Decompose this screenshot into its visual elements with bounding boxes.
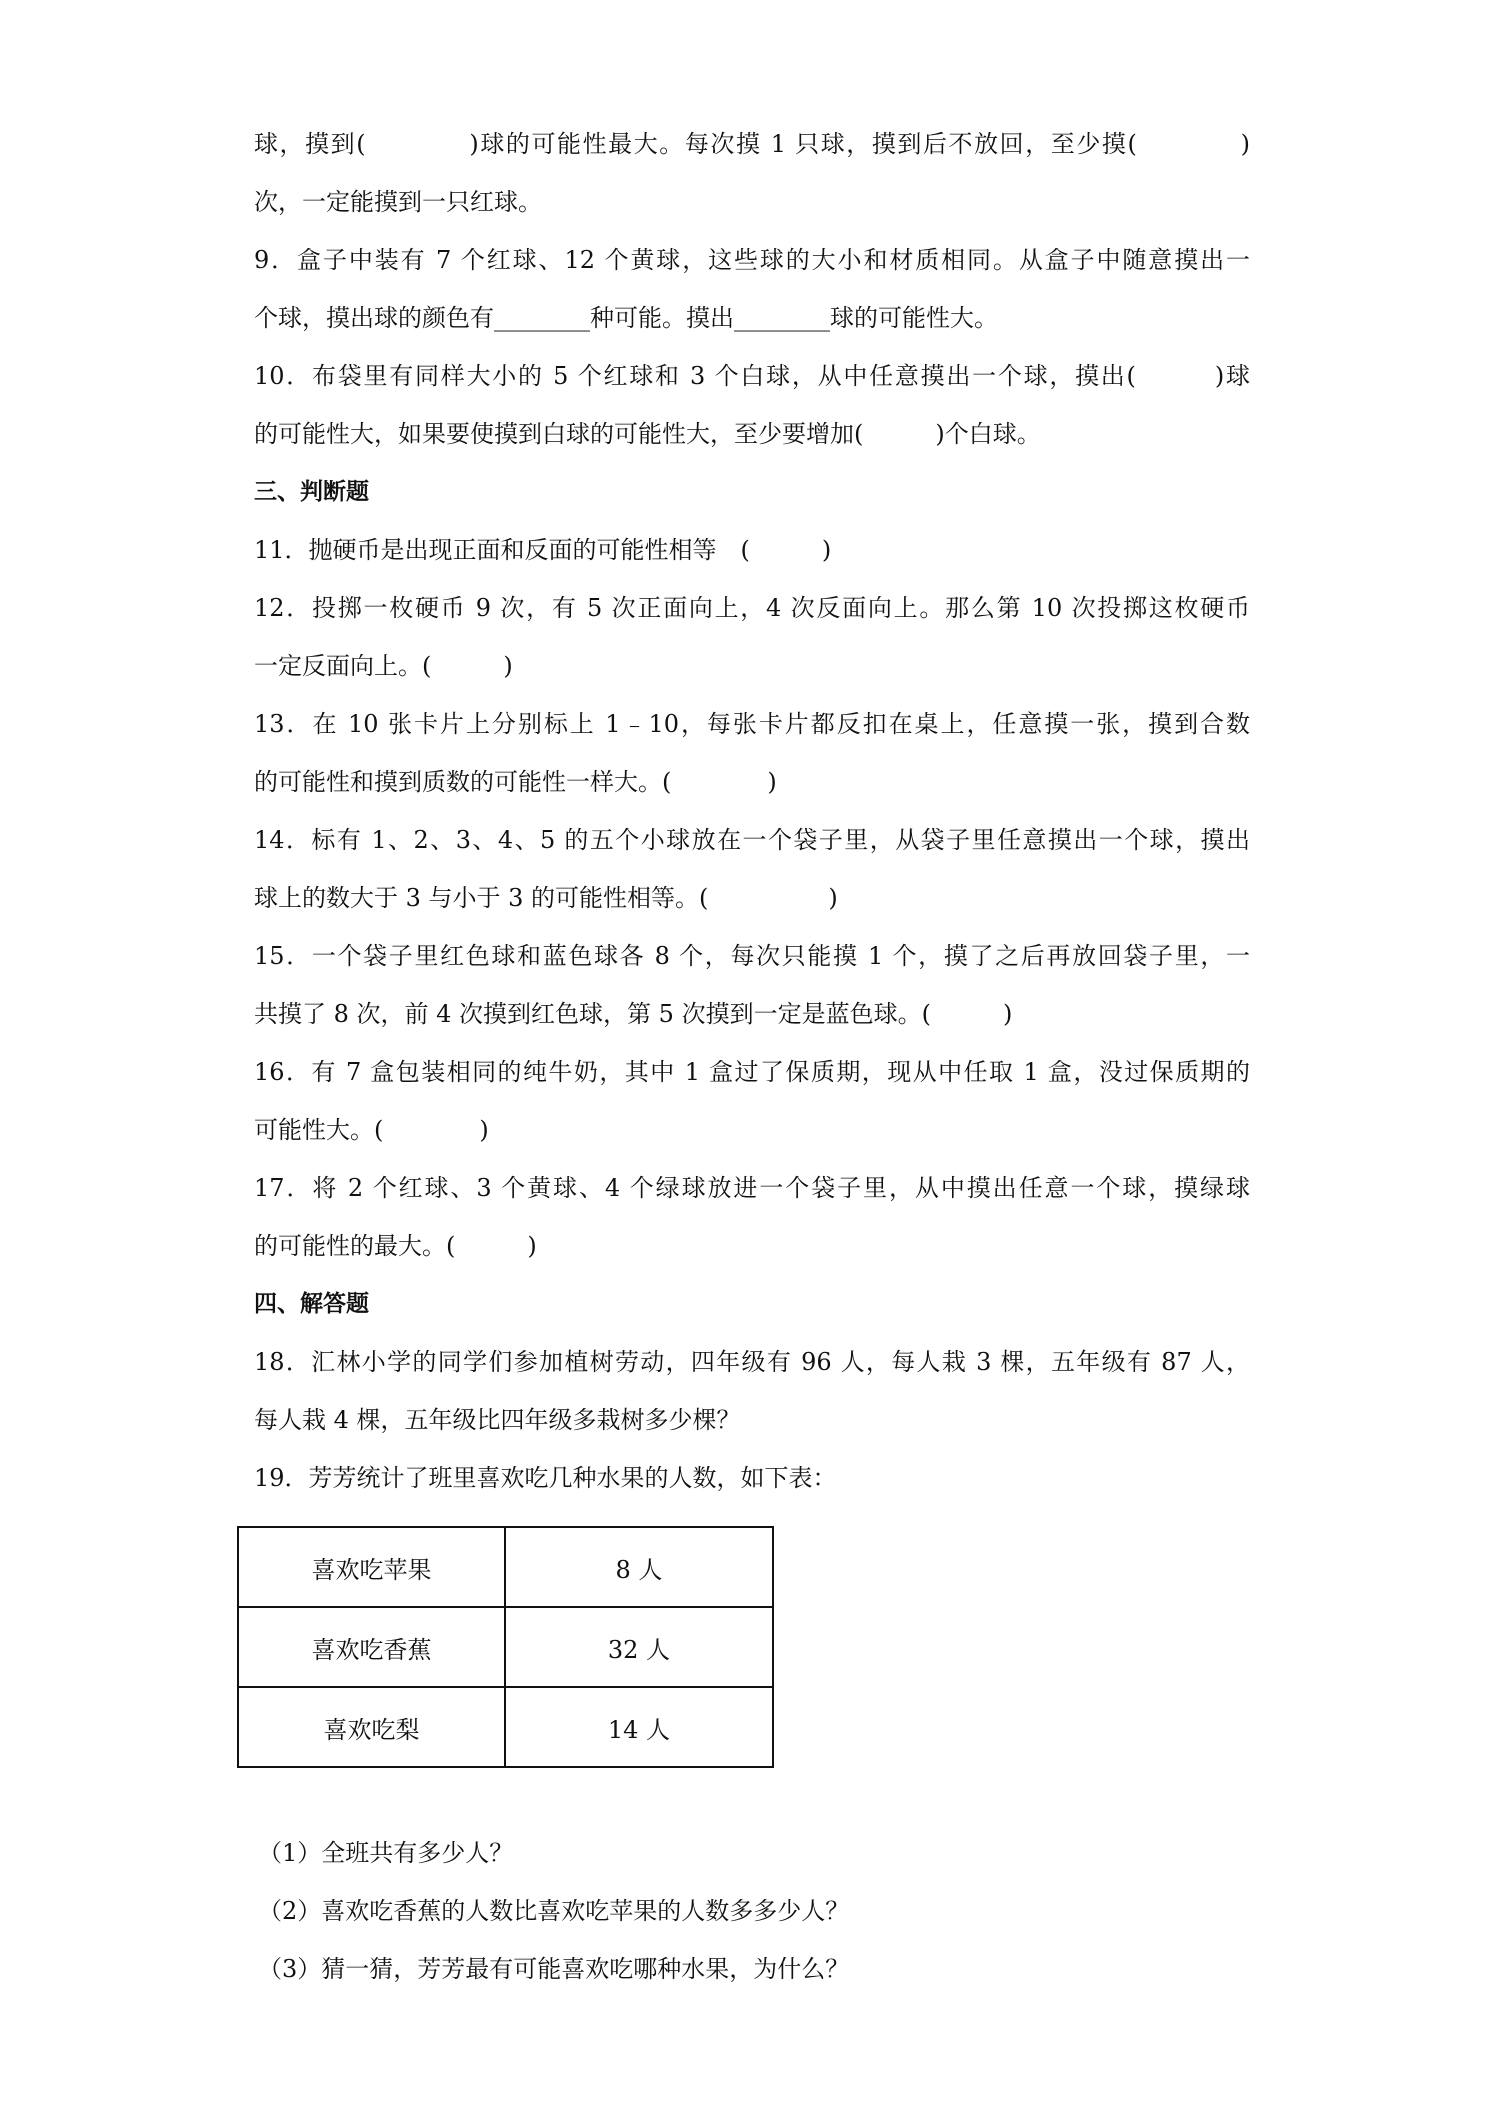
q12-line-1: 12．投掷一枚硬币 9 次，有 5 次正面向上，4 次反面向上。那么第 10 次投掷这枚硬币 xyxy=(254,594,1250,622)
table-row xyxy=(238,1527,773,1607)
q11-line-1: 11．抛硬币是出现正面和反面的可能性相等 ( ) xyxy=(254,536,832,564)
q8-line-2: 球，摸到( )球的可能性最大。每次摸 1 只球，摸到后不放回，至少摸( ) xyxy=(254,130,1250,158)
q9-line-1: 9．盒子中装有 7 个红球、12 个黄球，这些球的大小和材质相同。从盒子中随意摸出一 xyxy=(254,246,1250,274)
q19-sub-1: （1）全班共有多少人？ xyxy=(258,1839,514,1867)
q12-line-2: 一定反面向上。( ) xyxy=(254,652,513,680)
q19-sub-3: （3）猜一猜，芳芳最有可能喜欢吃哪种水果，为什么？ xyxy=(258,1955,850,1983)
q9-line-2: 个球，摸出球的颜色有________种可能。摸出________球的可能性大。 xyxy=(254,304,998,332)
table-cell: 喜欢吃苹果 xyxy=(238,1527,505,1607)
fruit-table xyxy=(237,1526,774,1768)
table-cell: 喜欢吃梨 xyxy=(238,1687,505,1767)
section-heading-judgement: 三、判断题 xyxy=(254,479,369,505)
q14-line-2: 球上的数大于 3 与小于 3 的可能性相等。( ) xyxy=(254,884,838,912)
table-row xyxy=(238,1607,773,1687)
table-cell: 32 人 xyxy=(505,1607,773,1687)
q10-line-1: 10．布袋里有同样大小的 5 个红球和 3 个白球，从中任意摸出一个球，摸出( )球 xyxy=(254,362,1250,390)
q16-line-1: 16．有 7 盒包装相同的纯牛奶，其中 1 盒过了保质期，现从中任取 1 盒，没过保质期的 xyxy=(254,1058,1250,1086)
q17-line-2: 的可能性的最大。( ) xyxy=(254,1232,537,1260)
table-cell: 14 人 xyxy=(505,1687,773,1767)
table-cell: 8 人 xyxy=(505,1527,773,1607)
q13-line-2: 的可能性和摸到质数的可能性一样大。( ) xyxy=(254,768,777,796)
q13-line-1: 13．在 10 张卡片上分别标上 1﹣10，每张卡片都反扣在桌上，任意摸一张，摸到合数 xyxy=(254,710,1250,738)
q14-line-1: 14．标有 1、2、3、4、5 的五个小球放在一个袋子里，从袋子里任意摸出一个球，摸出 xyxy=(254,826,1250,854)
q17-line-1: 17．将 2 个红球、3 个黄球、4 个绿球放进一个袋子里，从中摸出任意一个球，摸绿球 xyxy=(254,1174,1250,1202)
section-heading-answer: 四、解答题 xyxy=(254,1291,369,1317)
q10-line-2: 的可能性大，如果要使摸到白球的可能性大，至少要增加( )个白球。 xyxy=(254,420,1041,448)
q18-line-1: 18．汇林小学的同学们参加植树劳动，四年级有 96 人，每人栽 3 棵，五年级有 87 人， xyxy=(254,1348,1250,1376)
table-row xyxy=(238,1687,773,1767)
table-cell: 喜欢吃香蕉 xyxy=(238,1607,505,1687)
q19-sub-2: （2）喜欢吃香蕉的人数比喜欢吃苹果的人数多多少人？ xyxy=(258,1897,850,1925)
q16-line-2: 可能性大。( ) xyxy=(254,1116,489,1144)
q15-line-2: 共摸了 8 次，前 4 次摸到红色球，第 5 次摸到一定是蓝色球。( ) xyxy=(254,1000,1013,1028)
q8-line-3: 次，一定能摸到一只红球。 xyxy=(254,188,542,216)
q18-line-2: 每人栽 4 棵，五年级比四年级多栽树多少棵？ xyxy=(254,1406,741,1434)
q19-line-1: 19．芳芳统计了班里喜欢吃几种水果的人数，如下表： xyxy=(254,1464,837,1492)
q15-line-1: 15．一个袋子里红色球和蓝色球各 8 个，每次只能摸 1 个，摸了之后再放回袋子里，一 xyxy=(254,942,1250,970)
